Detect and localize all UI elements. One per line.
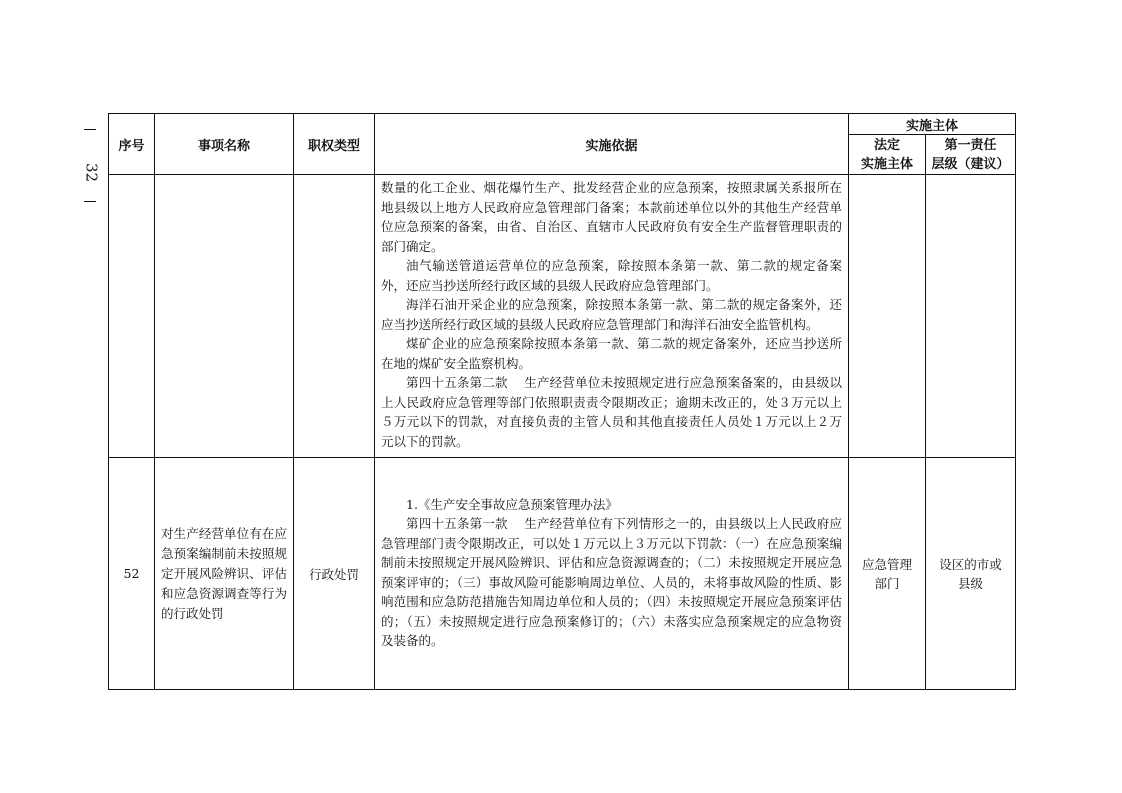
row1-basis	[375, 175, 849, 458]
table-row	[109, 175, 1016, 458]
row2-power-type: 行政处罚	[294, 458, 375, 690]
row2-basis-source: 1.《生产安全事故应急预案管理办法》	[406, 496, 618, 512]
row1-basis-para4: 煤矿企业的应急预案除按照本条第一款、第二款的规定备案外，还应当抄送所在地的煤矿安全监察机构。	[381, 336, 842, 371]
row1-power-type	[294, 175, 375, 458]
row2-legal-subject: 应急管理部门	[849, 458, 926, 690]
header-legal-subject	[849, 135, 926, 175]
row2-basis-para	[381, 514, 842, 651]
header-legal-subject-line2: 实施主体	[860, 156, 913, 172]
header-item-name: 事项名称	[155, 114, 294, 175]
regulation-table	[108, 113, 1016, 690]
row2-first-resp: 设区的市或县级	[926, 458, 1016, 690]
header-first-resp-line1: 第一责任	[944, 137, 997, 153]
page-number	[72, 115, 106, 225]
row2-article-text: 生产经营单位有下列情形之一的，由县级以上人民政府应急管理部门责令限期改正，可以处１万元以上３万元以下罚款：（一）在应急预案编制前未按照规定开展风险辨识、评估和应急资源调查的；（二）未按照规定开展应急预案评审的；（三）事故风险可能影响周边单位、人员的，未将事故风险的性质、影响范围和应急防范措施告知周边单位和人员的；（四）未按照规定开展应急预案评估的；（五）未按照规定进行应急预案修订的；（六）未落实应急预案规定的应急物资及装备的。	[381, 516, 842, 648]
table-row	[109, 458, 1016, 690]
row1-seq	[109, 175, 155, 458]
header-seq: 序号	[109, 114, 155, 175]
row1-first-resp	[926, 175, 1016, 458]
row1-item-name	[155, 175, 294, 458]
row1-basis-para5	[381, 373, 842, 451]
row2-item-name: 对生产经营单位有在应急预案编制前未按照规定开展风险辨识、评估和应急资源调查等行为的行政处罚	[155, 458, 294, 690]
row1-basis-para1: 数量的化工企业、烟花爆竹生产、批发经营企业的应急预案，按照隶属关系报所在地县级以上地方人民政府应急管理部门备案；本款前述单位以外的其他生产经营单位应急预案的备案，由省、自治区、直辖市人民政府负有安全生产监督管理职责的部门确定。	[381, 180, 842, 254]
header-first-resp-line2: 层级（建议）	[931, 156, 1010, 172]
header-subject-group: 实施主体	[849, 114, 1016, 135]
row1-basis-para2: 油气输送管道运营单位的应急预案，除按照本条第一款、第二款的规定备案外，还应当抄送所经行政区域的县级人民政府应急管理部门。	[381, 258, 842, 293]
page-number-dash-top	[84, 129, 96, 130]
row1-basis-para3: 海洋石油开采企业的应急预案，除按照本条第一款、第二款的规定备案外，还应当抄送所经行政区域的县级人民政府应急管理部门和海洋石油安全监管机构。	[381, 297, 842, 332]
row1-article-ref: 第四十五条第二款	[406, 375, 508, 390]
header-power-type: 职权类型	[294, 114, 375, 175]
header-legal-subject-line1: 法定	[873, 137, 900, 153]
header-first-resp	[926, 135, 1016, 175]
row2-basis	[375, 458, 849, 690]
row1-legal-subject	[849, 175, 926, 458]
row1-article-text: 生产经营单位未按照规定进行应急预案备案的，由县级以上人民政府应急管理等部门依照职责责令限期改正；逾期未改正的，处３万元以上５万元以下的罚款，对直接负责的主管人员和其他直接责任人员处１万元以上２万元以下的罚款。	[381, 375, 842, 449]
row2-article-ref: 第四十五条第一款	[406, 516, 508, 531]
header-basis: 实施依据	[375, 114, 849, 175]
page-number-dash-bottom	[84, 201, 96, 202]
page-number-value: 32	[82, 162, 101, 183]
row2-seq: 52	[109, 458, 155, 690]
